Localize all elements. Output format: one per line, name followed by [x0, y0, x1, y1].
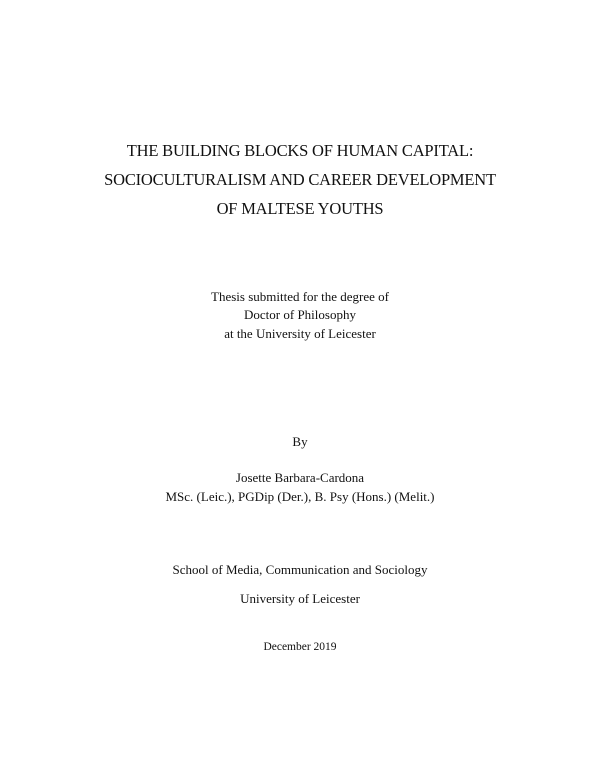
- submission-date: December 2019: [263, 641, 337, 653]
- thesis-title-line-2: SOCIOCULTURALISM AND CAREER DEVELOPMENT: [104, 170, 496, 189]
- thesis-title-line-1: THE BUILDING BLOCKS OF HUMAN CAPITAL:: [126, 141, 474, 160]
- university-name: University of Leicester: [240, 591, 360, 606]
- submission-degree: Doctor of Philosophy: [244, 307, 356, 322]
- by-label: By: [292, 434, 308, 449]
- submission-statement-line-1: Thesis submitted for the degree of: [211, 289, 389, 304]
- school-name: School of Media, Communication and Sociology: [172, 562, 428, 577]
- thesis-title-line-3: OF MALTESE YOUTHS: [216, 199, 384, 218]
- author-name: Josette Barbara-Cardona: [235, 470, 365, 485]
- author-credentials: MSc. (Leic.), PGDip (Der.), B. Psy (Hons.) (Melit.): [165, 489, 435, 504]
- submission-university: at the University of Leicester: [224, 326, 376, 341]
